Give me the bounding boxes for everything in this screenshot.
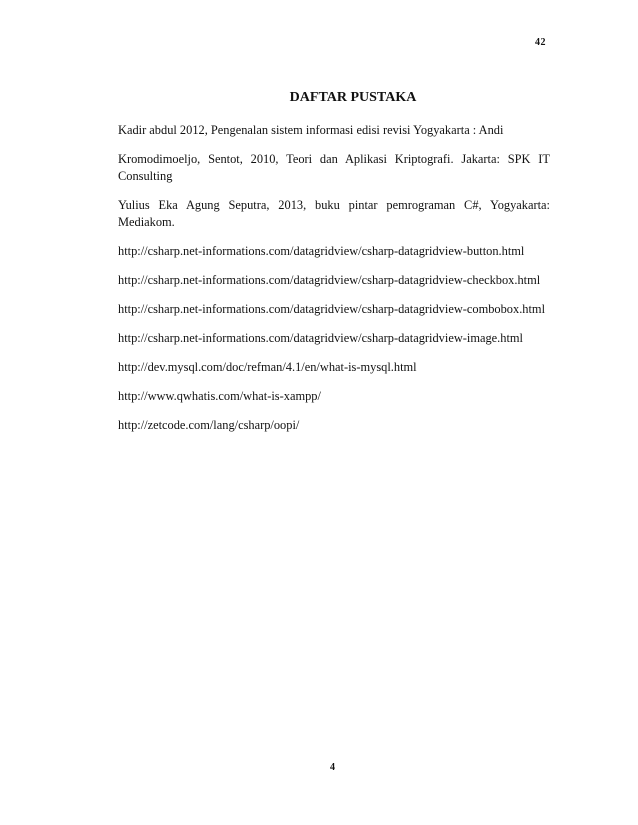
page-title: DAFTAR PUSTAKA — [289, 90, 417, 105]
reference-item: Kadir abdul 2012, Pengenalan sistem informasi edisi revisi Yogyakarta : Andi — [118, 123, 504, 137]
reference-list — [118, 122, 550, 446]
reference-url: http://csharp.net-informations.com/datagridview/csharp-datagridview-image.html — [118, 331, 523, 345]
page-number-bottom: 4 — [330, 762, 335, 773]
reference-url: http://www.qwhatis.com/what-is-xampp/ — [118, 389, 321, 403]
reference-url: http://csharp.net-informations.com/datagridview/csharp-datagridview-checkbox.html — [118, 273, 541, 287]
reference-url: http://dev.mysql.com/doc/refman/4.1/en/what-is-mysql.html — [118, 360, 417, 374]
reference-url: http://csharp.net-informations.com/datagridview/csharp-datagridview-combobox.html — [118, 302, 546, 316]
page-number-top: 42 — [535, 37, 546, 48]
reference-item: Yulius Eka Agung Seputra, 2013, buku pintar pemrograman C#, Yogyakarta: Mediakom. — [118, 198, 550, 229]
reference-url: http://zetcode.com/lang/csharp/oopi/ — [118, 418, 300, 432]
reference-url: http://csharp.net-informations.com/datagridview/csharp-datagridview-button.html — [118, 244, 525, 258]
reference-item: Kromodimoeljo, Sentot, 2010, Teori dan Aplikasi Kriptografi. Jakarta: SPK IT Consulting — [118, 152, 550, 183]
